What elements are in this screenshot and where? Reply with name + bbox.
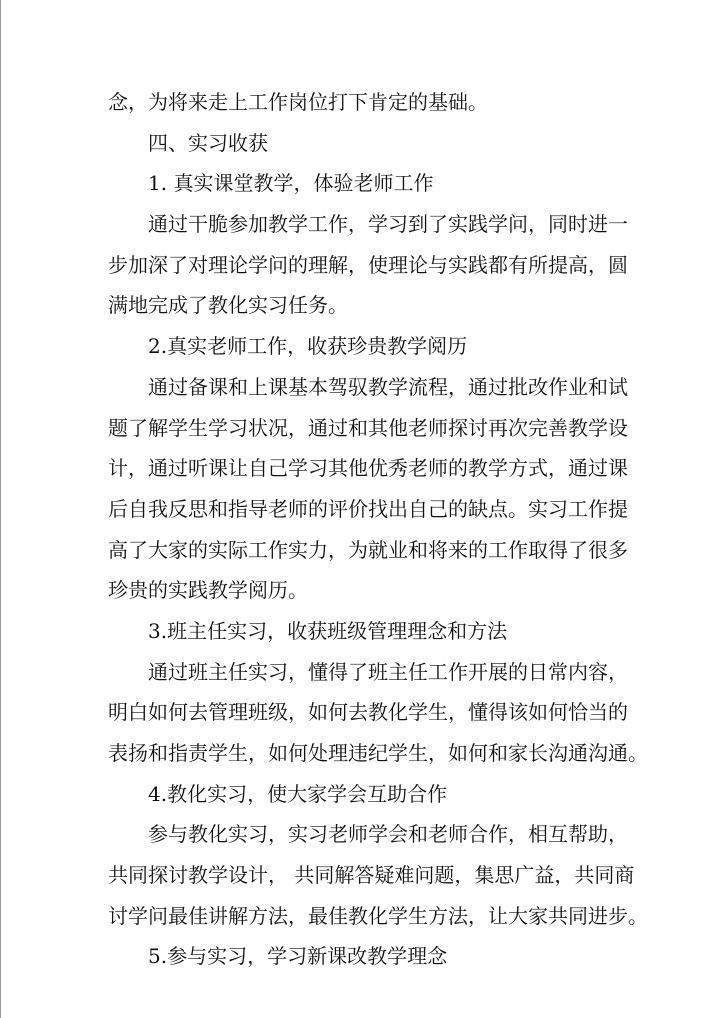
text-line: 1. 真实课堂教学，体验老师工作 [148, 171, 434, 196]
text-line: 珍贵的实践教学阅历。 [108, 578, 308, 603]
text-line: 3.班主任实习，收获班级管理理念和方法 [148, 618, 508, 643]
text-line: 念，为将来走上工作岗位打下肯定的基础。 [108, 90, 488, 114]
text-line: 计，通过听课让自己学习其他优秀老师的教学方式，通过课 [108, 456, 628, 481]
text-line: 共同探讨教学设计， 共同解答疑难问题，集思广益，共同商 [108, 863, 635, 888]
text-line: 5.参与实习，学习新课改教学理念 [148, 944, 448, 969]
text-line: 题了解学生学习状况，通过和其他老师探讨再次完善教学设 [108, 415, 628, 440]
text-line: 高了大家的实际工作实力，为就业和将来的工作取得了很多 [108, 537, 628, 562]
text-line: 参与教化实习，实习老师学会和老师合作，相互帮助， [148, 822, 628, 847]
document-body [108, 82, 648, 977]
text-line: 讨学问最佳讲解方法，最佳教化学生方法，让大家共同进步。 [108, 903, 648, 928]
text-line: 通过干脆参加教学工作，学习到了实践学问，同时进一 [148, 212, 628, 237]
text-line: 4.教化实习，使大家学会互助合作 [148, 781, 448, 806]
text-line: 后自我反思和指导老师的评价找出自己的缺点。实习工作提 [108, 496, 628, 521]
text-line: 步加深了对理论学问的理解，使理论与实践都有所提高，圆 [108, 252, 628, 277]
text-line: 表扬和指责学生，如何处理违纪学生，如何和家长沟通沟通。 [108, 741, 648, 765]
text-line: 2.真实老师工作，收获珍贵教学阅历 [148, 334, 468, 359]
text-line: 通过备课和上课基本驾驭教学流程，通过批改作业和试 [148, 374, 628, 399]
text-line: 明白如何去管理班级，如何去教化学生，懂得该如何恰当的 [108, 700, 628, 725]
text-line: 四、实习收获 [148, 130, 268, 155]
text-line: 满地完成了教化实习任务。 [108, 293, 348, 318]
text-line: 通过班主任实习，懂得了班主任工作开展的日常内容， [148, 659, 628, 684]
